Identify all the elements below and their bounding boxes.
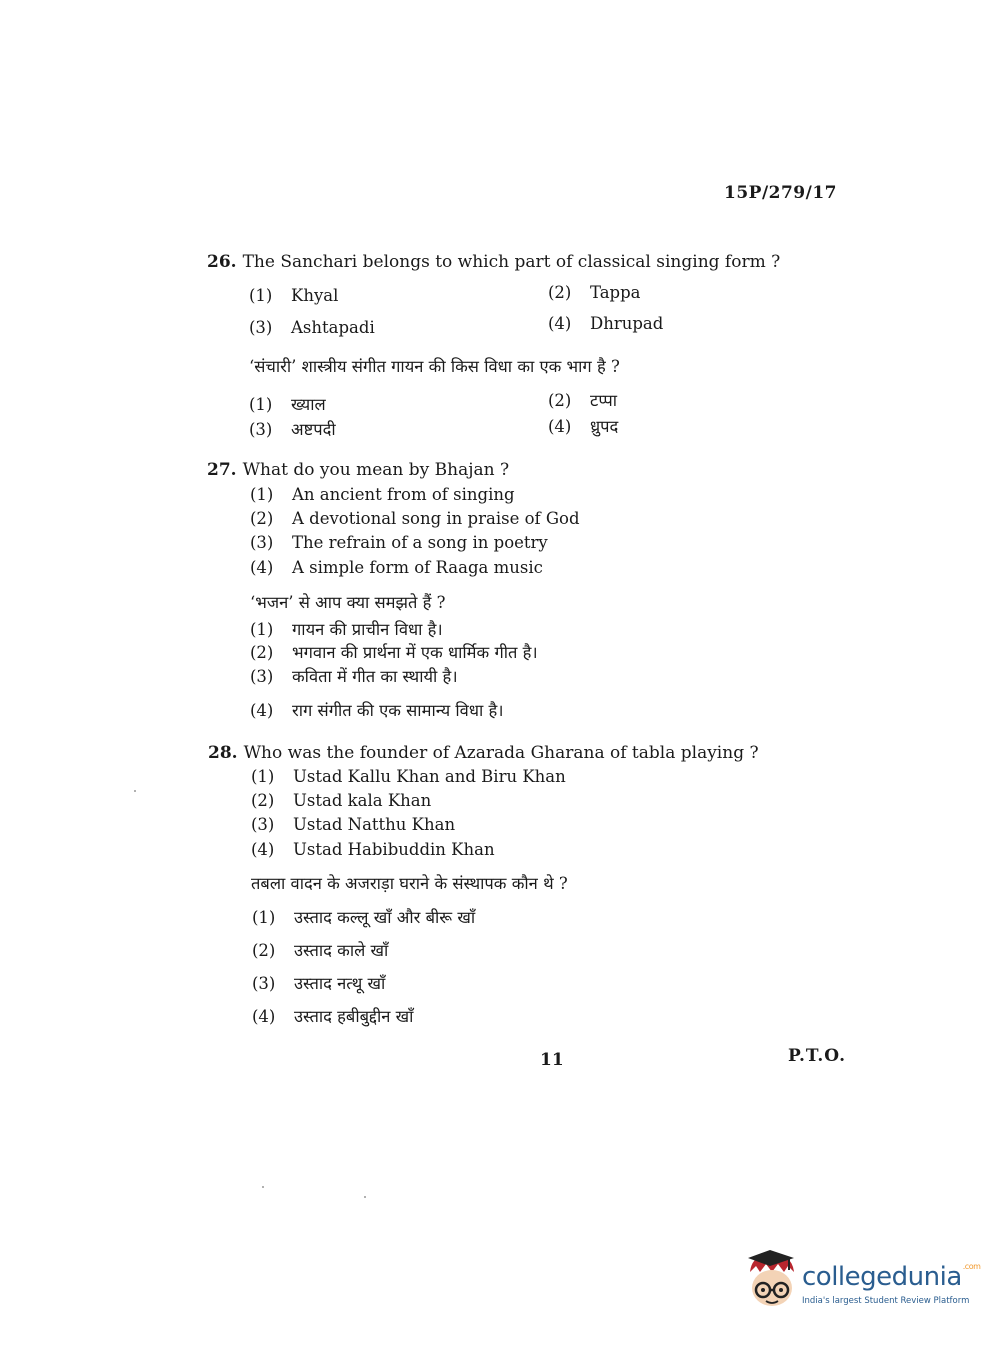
question-27	[207, 460, 509, 480]
scan-speck	[364, 1196, 366, 1198]
brand-name: collegedunia$^{.com}$	[802, 1262, 981, 1292]
option: (1) An ancient from of singing	[250, 485, 515, 504]
page-number: 11	[540, 1050, 564, 1070]
option: (1) Ustad Kallu Khan and Biru Khan	[251, 767, 566, 786]
hindi-option: (1) गायन की प्राचीन विधा है।	[250, 620, 443, 639]
question-text: Who was the founder of Azarada Gharana of tabla playing ?	[243, 743, 759, 763]
option: (2) A devotional song in praise of God	[250, 509, 580, 528]
hindi-option: (2) टप्पा	[548, 391, 618, 410]
question-text: The Sanchari belongs to which part of classical singing form ?	[242, 252, 781, 272]
hindi-question-text: ‘संचारी’ शास्त्रीय संगीत गायन की किस विधा का एक भाग है ?	[249, 357, 620, 376]
option: (4) A simple form of Raaga music	[250, 558, 543, 577]
mascot-icon	[742, 1248, 802, 1310]
question-text: What do you mean by Bhajan ?	[242, 460, 510, 480]
option: (4) Dhrupad	[548, 314, 664, 333]
question-28	[208, 743, 759, 763]
question-number: 27.	[207, 460, 237, 480]
pto-label: P.T.O.	[788, 1046, 846, 1066]
collegedunia-watermark	[742, 1248, 981, 1312]
question-number: 26.	[207, 252, 237, 272]
option: (3) Ustad Natthu Khan	[251, 815, 456, 834]
scan-speck	[262, 1186, 264, 1188]
hindi-option: (3) कविता में गीत का स्थायी है।	[250, 667, 458, 686]
option: (3) The refrain of a song in poetry	[250, 533, 548, 552]
hindi-option: (3) अष्टपदी	[249, 420, 336, 439]
hindi-option: (1) ख्याल	[249, 395, 326, 414]
option: (2) Ustad kala Khan	[251, 791, 432, 810]
hindi-option: (4) राग संगीत की एक सामान्य विधा है।	[250, 701, 504, 720]
hindi-question-text: तबला वादन के अजराड़ा घराने के संस्थापक कौन थे ?	[251, 874, 568, 893]
hindi-option: (2) भगवान की प्रार्थना में एक धार्मिक गीत है।	[250, 643, 538, 662]
option: (4) Ustad Habibuddin Khan	[251, 840, 495, 859]
option: (1) Khyal	[249, 286, 339, 305]
hindi-question-text: ‘भजन’ से आप क्या समझते हैं ?	[250, 593, 446, 612]
hindi-option: (4) उस्ताद हबीबुद्दीन खाँ	[252, 1007, 414, 1026]
option: (3) Ashtapadi	[249, 318, 375, 337]
option: (2) Tappa	[548, 283, 641, 302]
hindi-option: (4) ध्रुपद	[548, 417, 619, 436]
paper-code: 15P/279/17	[724, 183, 838, 203]
question-26	[207, 252, 780, 272]
hindi-option: (1) उस्ताद कल्लू खाँ और बीरू खाँ	[252, 908, 476, 927]
hindi-option: (3) उस्ताद नत्थू खाँ	[252, 974, 386, 993]
brand-tagline: India's largest Student Review Platform	[802, 1296, 970, 1306]
question-number: 28.	[208, 743, 238, 763]
scan-speck	[134, 790, 136, 792]
hindi-option: (2) उस्ताद काले खाँ	[252, 941, 389, 960]
